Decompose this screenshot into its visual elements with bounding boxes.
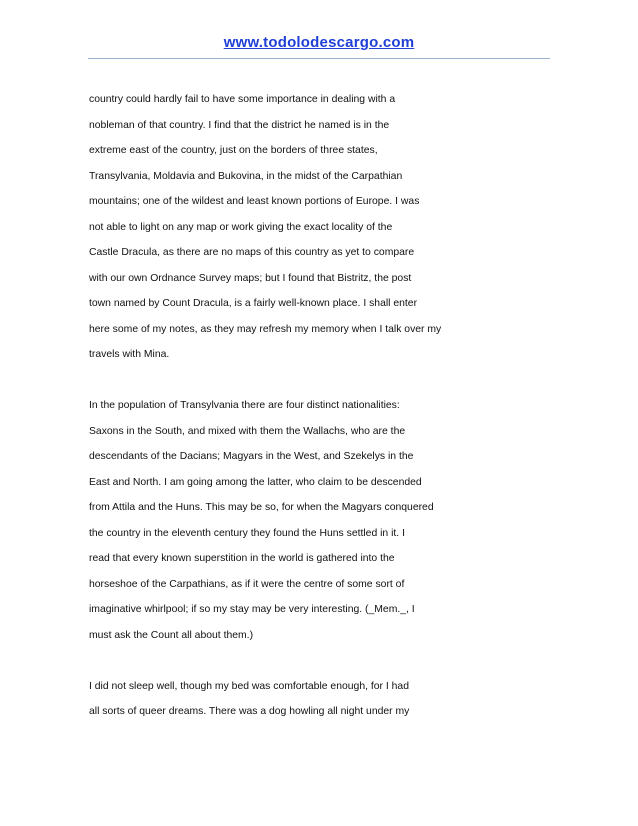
paragraph-1 (89, 87, 559, 368)
paragraph-gap (89, 368, 559, 394)
paragraph-3 (89, 674, 559, 725)
text-line: East and North. I am going among the latter, who claim to be descended (89, 476, 422, 488)
text-line: mountains; one of the wildest and least known portions of Europe. I was (89, 196, 420, 207)
text-line: must ask the Count all about them.) (89, 629, 254, 641)
text-line: here some of my notes, as they may refresh my memory when I talk over my (89, 323, 442, 335)
paragraph-2 (89, 393, 559, 648)
text-line: Castle Dracula, as there are no maps of this country as yet to compare (89, 247, 415, 258)
text-line: In the population of Transylvania there are four distinct nationalities: (89, 400, 400, 411)
text-line: all sorts of queer dreams. There was a dog howling all night under my (89, 706, 410, 717)
text-line: horseshoe of the Carpathians, as if it were the centre of some sort of (89, 578, 405, 590)
text-line: read that every known superstition in the world is gathered into the (89, 553, 395, 564)
text-line: country could hardly fail to have some importance in dealing with a (89, 94, 396, 105)
header-link[interactable]: www.todolodescargo.com (223, 34, 415, 51)
text-line: nobleman of that country. I find that the district he named is in the (89, 119, 390, 131)
paragraph-gap (89, 648, 559, 674)
text-line: imaginative whirlpool; if so my stay may be very interesting. (_Mem._, I (89, 604, 415, 615)
text-line: town named by Count Dracula, is a fairly well-known place. I shall enter (89, 298, 418, 309)
text-line: the country in the eleventh century they found the Huns settled in it. I (89, 527, 405, 539)
text-line: Saxons in the South, and mixed with them the Wallachs, who are the (89, 425, 406, 437)
text-line: extreme east of the country, just on the borders of three states, (89, 145, 378, 156)
text-line: descendants of the Dacians; Magyars in the West, and Szekelys in the (89, 451, 414, 462)
body-text (89, 87, 559, 725)
text-line: from Attila and the Huns. This may be so, for when the Magyars conquered (89, 502, 434, 513)
text-line: Transylvania, Moldavia and Bukovina, in the midst of the Carpathian (89, 170, 403, 182)
text-line: with our own Ordnance Survey maps; but I found that Bistritz, the post (89, 272, 412, 284)
text-line: travels with Mina. (89, 349, 170, 360)
text-line: I did not sleep well, though my bed was comfortable enough, for I had (89, 680, 409, 692)
header-divider (88, 58, 550, 59)
text-line: not able to light on any map or work giving the exact locality of the (89, 221, 393, 233)
